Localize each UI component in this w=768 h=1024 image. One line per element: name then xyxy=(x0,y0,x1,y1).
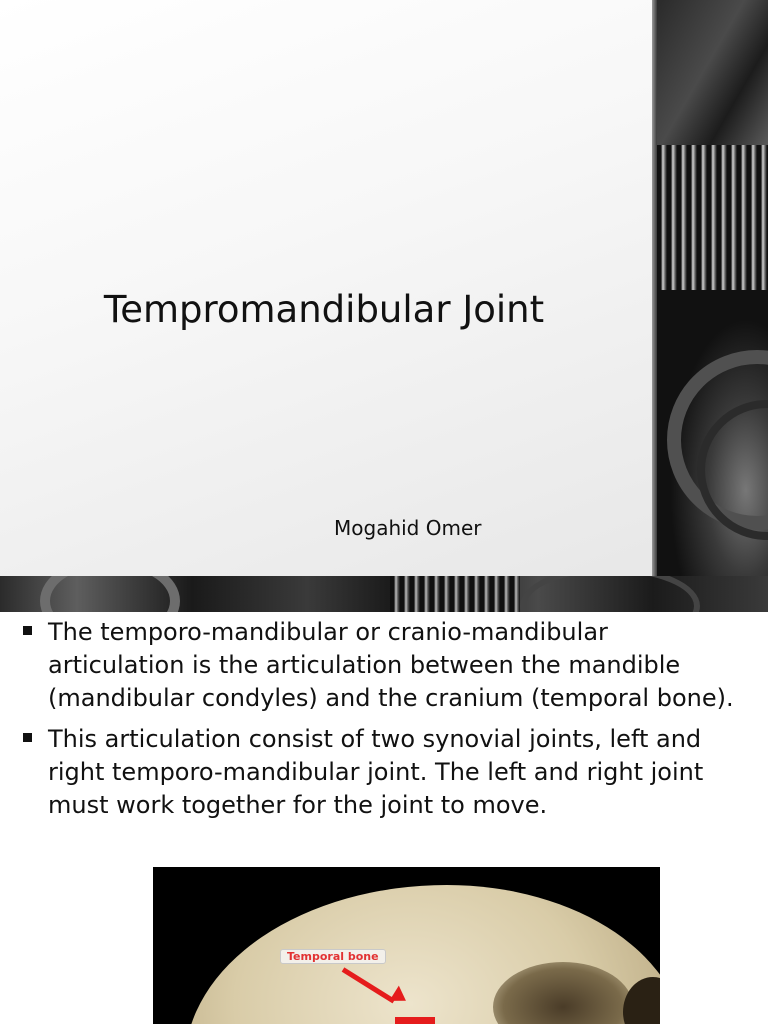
decorative-banner-image xyxy=(0,576,768,612)
slide-author: Mogahid Omer xyxy=(334,516,482,540)
slide-title: Tempromandibular Joint xyxy=(103,288,545,331)
decorative-side-image xyxy=(652,0,768,576)
bullet-text: This articulation consist of two synovial joints, left and right temporo-mandibular joint. The left and right joint must work together for the joint to move. xyxy=(48,725,704,819)
bullet-item xyxy=(20,723,750,822)
bullet-list xyxy=(20,616,750,830)
skull-photo xyxy=(153,867,660,1024)
bullet-square-icon xyxy=(23,626,32,635)
bullet-square-icon xyxy=(23,733,32,742)
bullet-item xyxy=(20,616,750,715)
temporal-bone-label: Temporal bone xyxy=(280,949,386,964)
bullet-text: The temporo-mandibular or cranio-mandibular articulation is the articulation between the mandible (mandibular condyles) and the cranium (temporal bone). xyxy=(48,618,734,712)
